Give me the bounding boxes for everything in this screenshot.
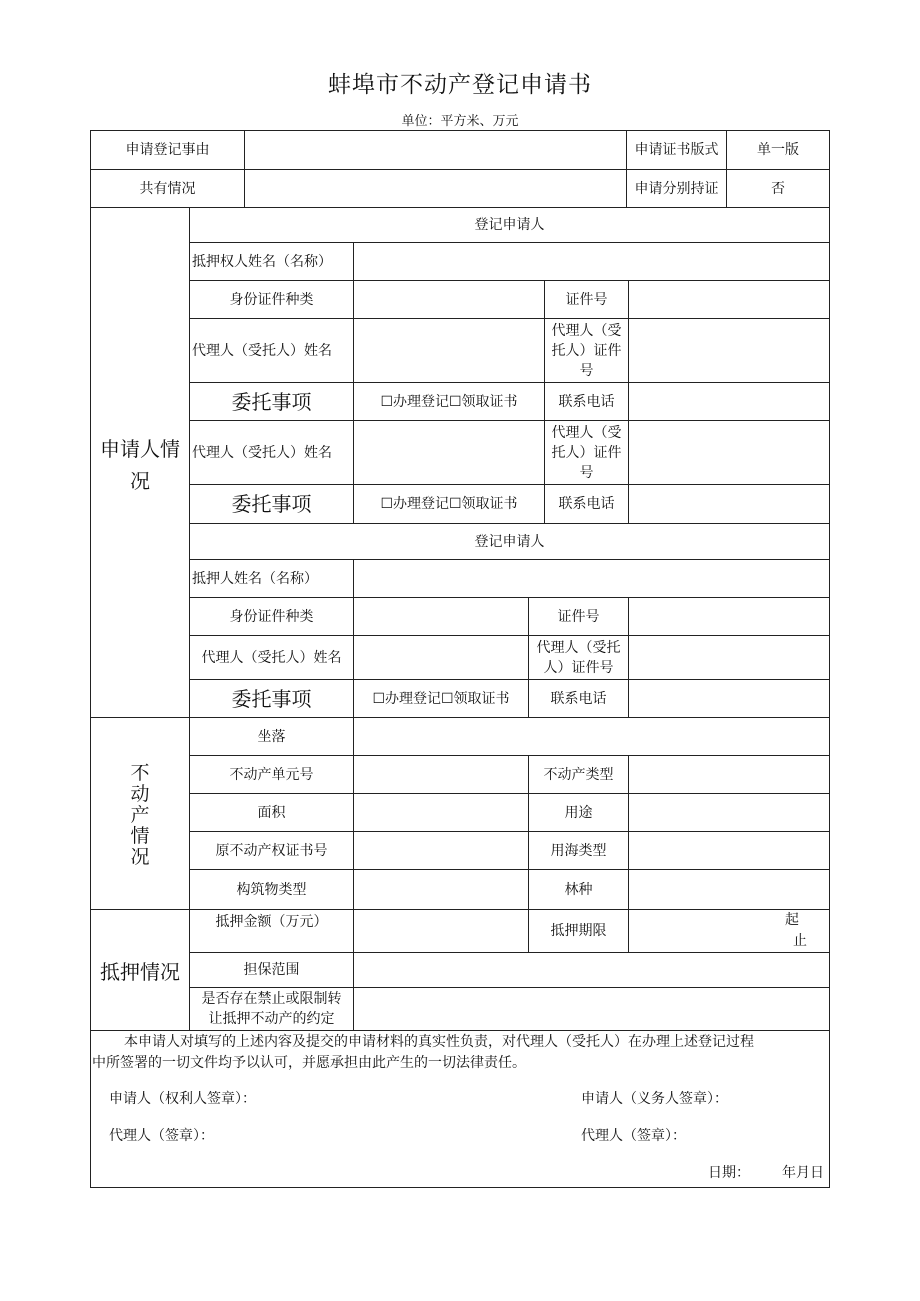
applicant-label-line2: 况 xyxy=(130,469,150,493)
agent2-id-line3: 号 xyxy=(579,464,594,481)
term-start: 起 xyxy=(785,912,799,928)
area-label: 面积 xyxy=(257,804,286,821)
id-no-field-2[interactable] xyxy=(629,598,829,635)
unit-note: 单位：平方米、万元 xyxy=(401,114,519,129)
property-type-field[interactable] xyxy=(629,756,829,793)
agent1-id-label xyxy=(545,319,628,382)
amount-label: 抵押金额（万元） xyxy=(215,914,328,930)
agent1-name-label: 代理人（受托人）姓名 xyxy=(192,342,332,359)
phone2-label: 联系电话 xyxy=(558,496,615,512)
agent2-id-line2: 托人）证件 xyxy=(551,444,622,461)
agent2-id-field[interactable] xyxy=(629,421,829,484)
agent2-name-field[interactable] xyxy=(354,421,544,484)
agent1-id-line1: 代理人（受 xyxy=(551,322,622,339)
property-label-char: 情 xyxy=(130,824,150,847)
date-suffix[interactable]: 年月日 xyxy=(782,1165,824,1181)
separate-cert-value[interactable]: 否 xyxy=(771,180,785,197)
id-no-field[interactable] xyxy=(629,281,829,318)
agent2-name-label: 代理人（受托人）姓名 xyxy=(192,444,332,461)
id-no-label: 证件号 xyxy=(565,291,608,308)
share-label: 共有情况 xyxy=(139,180,196,197)
area-field[interactable] xyxy=(354,794,528,831)
mortgagor-name-field[interactable] xyxy=(354,560,829,597)
mortgagee-name-field[interactable] xyxy=(354,243,829,280)
id-type-field-2[interactable] xyxy=(354,598,528,635)
mortgagee-name-label: 抵押权人姓名（名称） xyxy=(192,253,332,270)
agent2-id-label xyxy=(545,421,628,484)
forest-label: 林种 xyxy=(564,881,593,898)
page-title: 蚌埠市不动产登记申请书 xyxy=(328,72,592,98)
id-type-field[interactable] xyxy=(354,281,544,318)
amount-field[interactable] xyxy=(354,910,528,952)
sign-obligor[interactable]: 申请人（义务人签章）： xyxy=(581,1091,728,1107)
mandate2-label: 委托事项 xyxy=(231,492,312,516)
agent-sign-left[interactable]: 代理人（签章）： xyxy=(109,1128,214,1144)
phone1-field[interactable] xyxy=(629,383,829,420)
declaration-line1: 本申请人对填写的上述内容及提交的申请材料的真实性负责，对代理人（受托人）在办理上述登记过程 xyxy=(124,1034,754,1050)
location-label: 坐落 xyxy=(257,728,286,745)
restriction-label xyxy=(190,988,353,1030)
agent1-id-line3: 号 xyxy=(579,362,594,379)
agent3-name-label: 代理人（受托人）姓名 xyxy=(201,649,342,666)
mandate1-options[interactable]: ☐办理登记☐领取证书 xyxy=(380,393,518,410)
restriction-field[interactable] xyxy=(354,988,829,1030)
forest-field[interactable] xyxy=(629,870,829,909)
agent1-id-field[interactable] xyxy=(629,319,829,382)
sign-right-holder[interactable]: 申请人（权利人签章）： xyxy=(109,1091,256,1107)
term-end: 止 xyxy=(793,933,807,949)
phone3-field[interactable] xyxy=(629,680,829,717)
phone2-field[interactable] xyxy=(629,485,829,523)
agent3-id-field[interactable] xyxy=(629,636,829,679)
old-cert-field[interactable] xyxy=(354,832,528,869)
restriction-line1: 是否存在禁止或限制转 xyxy=(201,991,342,1007)
property-label-char: 动 xyxy=(130,782,150,805)
phone3-label: 联系电话 xyxy=(550,690,607,707)
property-type-label: 不动产类型 xyxy=(543,766,614,783)
agent3-id-label xyxy=(529,636,628,679)
agent1-id-line2: 托人）证件 xyxy=(551,342,622,359)
mortgage-section-label: 抵押情况 xyxy=(100,960,180,984)
mandate2-options[interactable]: ☐办理登记☐领取证书 xyxy=(380,496,518,512)
old-cert-label: 原不动产权证书号 xyxy=(215,842,328,859)
agent2-id-line1: 代理人（受 xyxy=(551,424,622,441)
location-field[interactable] xyxy=(354,718,829,755)
agent3-id-line1: 代理人（受托 xyxy=(536,639,621,656)
unit-no-field[interactable] xyxy=(354,756,528,793)
applicant-section-label xyxy=(91,420,189,510)
id-type-label: 身份证件种类 xyxy=(229,291,314,308)
term-label: 抵押期限 xyxy=(550,923,607,939)
border-bottom xyxy=(90,1187,830,1188)
reason-label: 申请登记事由 xyxy=(125,142,210,158)
reason-field[interactable] xyxy=(245,131,626,169)
applicant-group1-header: 登记申请人 xyxy=(474,217,545,233)
phone1-label: 联系电话 xyxy=(558,393,615,410)
property-label-char: 况 xyxy=(130,845,150,868)
property-section-label xyxy=(91,760,189,870)
agent-sign-right[interactable]: 代理人（签章）： xyxy=(581,1128,686,1144)
unit-no-label: 不动产单元号 xyxy=(229,766,314,783)
share-field[interactable] xyxy=(245,170,626,207)
mortgagor-name-label: 抵押人姓名（名称） xyxy=(192,570,318,587)
property-label-char: 不 xyxy=(130,761,150,784)
applicant-label-line1: 申请人情 xyxy=(100,437,180,461)
declaration-line2: 中所签署的一切文件均予以认可，并愿承担由此产生的一切法律责任。 xyxy=(92,1055,526,1071)
sea-type-field[interactable] xyxy=(629,832,829,869)
structure-type-field[interactable] xyxy=(354,870,528,909)
sea-type-label: 用海类型 xyxy=(550,842,607,859)
mandate3-options[interactable]: ☐办理登记☐领取证书 xyxy=(372,690,510,707)
usage-field[interactable] xyxy=(629,794,829,831)
date-label: 日期： xyxy=(708,1165,750,1181)
restriction-line2: 让抵押不动产的约定 xyxy=(208,1011,335,1027)
cert-version-label: 申请证书版式 xyxy=(634,142,719,158)
scope-field[interactable] xyxy=(354,953,829,987)
id-no-label-2: 证件号 xyxy=(557,608,600,625)
applicant-group2-header: 登记申请人 xyxy=(474,533,545,550)
usage-label: 用途 xyxy=(564,804,593,821)
id-type-label-2: 身份证件种类 xyxy=(229,608,314,625)
mandate3-label: 委托事项 xyxy=(231,686,312,711)
property-label-char: 产 xyxy=(130,803,150,826)
separate-cert-label: 申请分别持证 xyxy=(634,180,719,197)
mandate1-label: 委托事项 xyxy=(231,389,312,414)
structure-type-label: 构筑物类型 xyxy=(236,881,307,898)
cert-version-value[interactable]: 单一版 xyxy=(757,142,799,158)
agent3-id-line2: 人）证件号 xyxy=(543,659,614,676)
agent3-name-field[interactable] xyxy=(354,636,528,679)
agent1-name-field[interactable] xyxy=(354,319,544,382)
scope-label: 担保范围 xyxy=(243,962,300,978)
